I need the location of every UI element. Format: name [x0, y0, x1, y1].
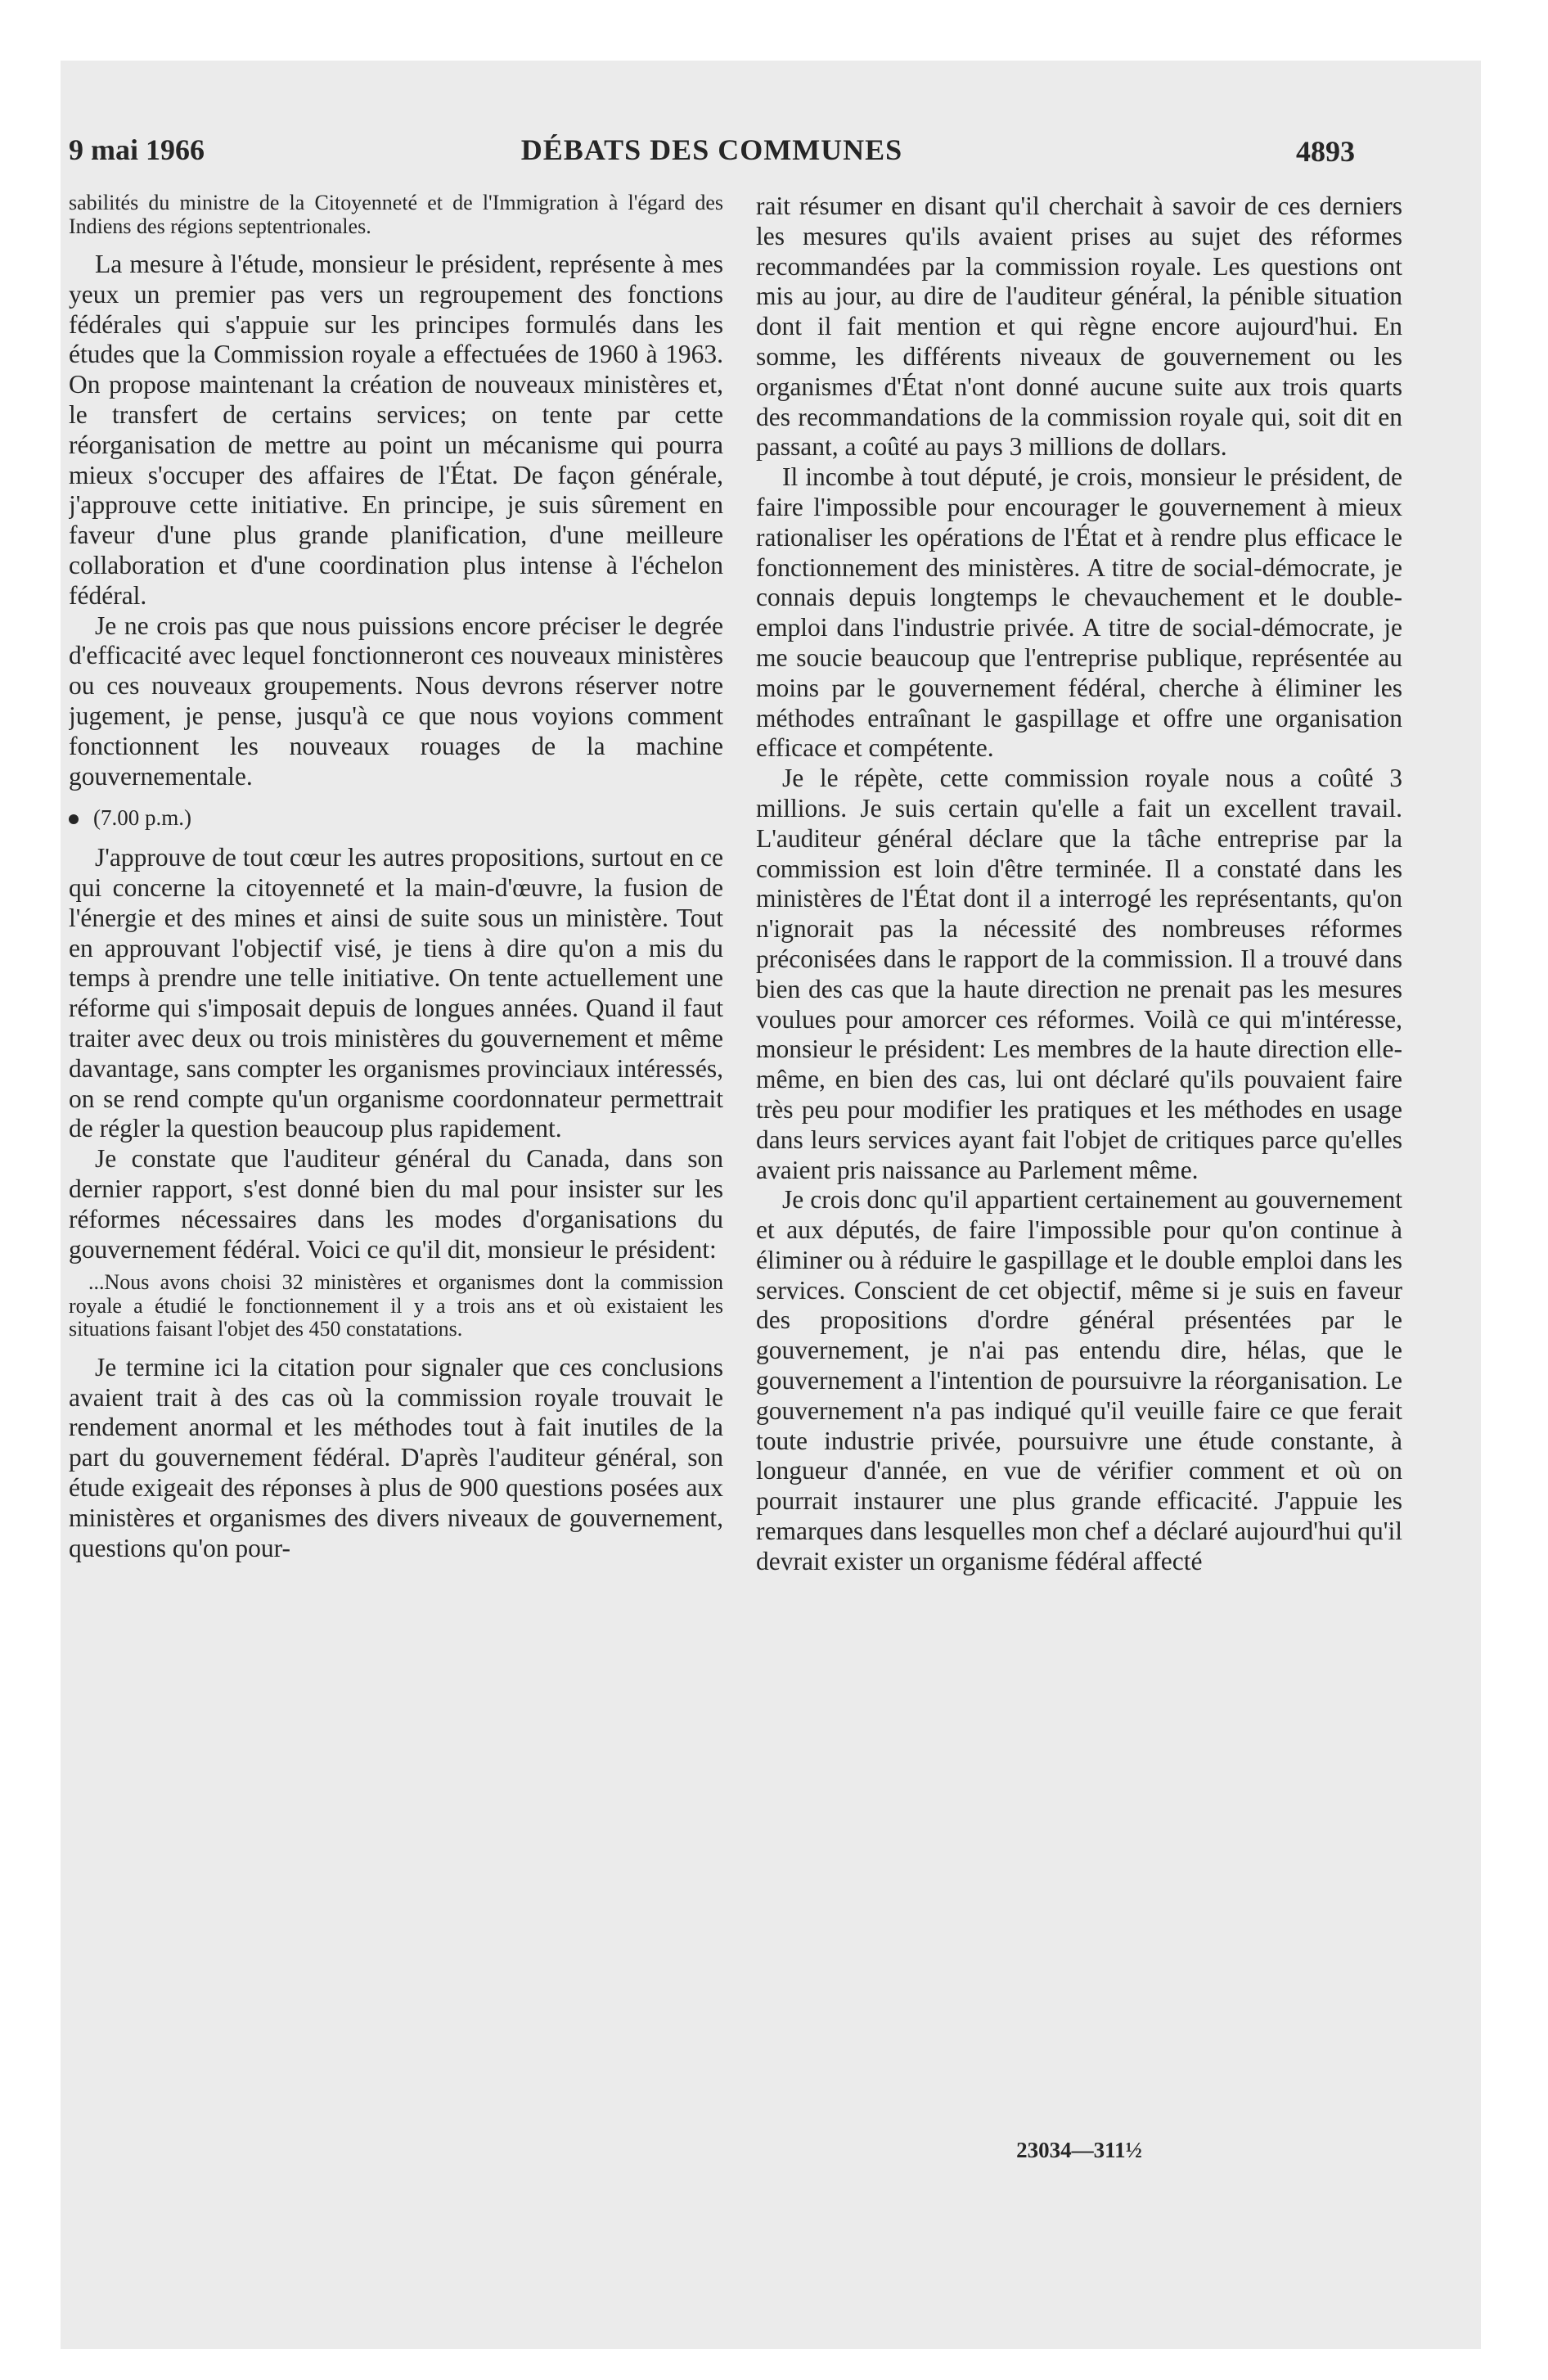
paragraph: Je le répète, cette commission royale nous a coûté 3 millions. Je suis certain qu'elle a fait un excellent travail. L'auditeur général déclare que la tâche entreprise par la commission est loin d'être terminée. Il a constaté dans les ministères de l'État dont il a interrogé les représentants, qu'on n'ignorait pas la nécessité des nombreuses réformes préconisées dans le rapport de la commission. Il a trouvé dans bien des cas que la haute direction ne prenait pas les mesures voulues pour amorcer ces réformes. Voilà ce qui m'intéresse, monsieur le président: Les membres de la haute direction elle-même, en bien des cas, lui ont déclaré qu'ils pouvaient faire très peu pour modifier les pratiques et les méthodes en usage dans leurs services ayant fait l'objet de critiques parce qu'elles avaient pris naissance au Parlement même. — [756, 764, 1402, 1184]
header-title: DÉBATS DES COMMUNES — [520, 133, 903, 166]
page-footer-code: 23034—311½ — [1016, 2138, 1142, 2162]
block-quote: ...Nous avons choisi 32 ministères et organismes dont la commission royale a étudié le fonctionnement il y a trois ans et où existaient les situations faisant l'objet des 450 constatations. — [69, 1270, 723, 1341]
paragraph: Je constate que l'auditeur général du Canada, dans son dernier rapport, s'est donné bien du mal pour insister sur les réformes nécessaires dans les modes d'organisations du gouvernement fédéral. Voici ce qu'il dit, monsieur le président: — [69, 1144, 723, 1264]
paragraph: sabilités du ministre de la Citoyenneté et de l'Immigration à l'égard des Indiens des régions septentrionales. — [69, 192, 723, 238]
timestamp: (7.00 p.m.) — [93, 805, 191, 831]
paragraph: rait résumer en disant qu'il cherchait à savoir de ces derniers les mesures qu'ils avaient prises au sujet des réformes recommandées par la commission royale. Les questions ont mis au jour, au dire de l'auditeur général, la pénible situation dont il fait mention et qui règne encore aujourd'hui. En somme, les différents niveaux de gouvernement ou les organismes d'État n'ont donné aucune suite aux trois quarts des recommandations de la commission royale qui, soit dit en passant, a coûté au pays 3 millions de dollars. — [756, 192, 1402, 462]
paragraph: Je ne crois pas que nous puissions encore préciser le degrée d'efficacité avec lequel fonctionneront ces nouveaux ministères ou ces nouveaux groupements. Nous devrons réserver notre jugement, je pense, jusqu'à ce que nous voyions comment fonctionnent les nouveaux rouages de la machine gouvernementale. — [69, 611, 723, 791]
right-column — [756, 192, 1402, 2098]
header-page-number: 4893 — [1296, 135, 1355, 168]
paragraph: Je termine ici la citation pour signaler que ces conclusions avaient trait à des cas où la commission royale trouvait le rendement anormal et les méthodes tout à fait inutiles de la part du gouvernement fédéral. D'après l'auditeur général, son étude exigeait des réponses à plus de 900 questions posées aux ministères et organismes des divers niveaux de gouvernement, questions qu'on pour- — [69, 1352, 723, 1562]
paragraph: J'approuve de tout cœur les autres propositions, surtout en ce qui concerne la citoyenneté et la main-d'œuvre, la fusion de l'énergie et des mines et ainsi de suite sous un ministère. Tout en approuvant l'objectif visé, je tiens à dire qu'on a mis du temps à prendre une telle initiative. On tente actuellement une réforme qui s'imposait depuis de longues années. Quand il faut traiter avec deux ou trois ministères du gouvernement et même davantage, sans compter les organismes provinciaux intéressés, on se rend compte qu'un organisme coordonnateur permettrait de régler la question beaucoup plus rapidement. — [69, 843, 723, 1143]
paragraph: Je crois donc qu'il appartient certainement au gouvernement et aux députés, de faire l'impossible pour qu'on continue à éliminer ou à réduire le gaspillage et le double emploi dans les services. Conscient de cet objectif, même si je suis en faveur des propositions d'ordre général présentées par le gouvernement, je n'ai pas entendu dire, hélas, que le gouvernement a l'intention de poursuivre la réorganisation. Le gouvernement n'a pas indiqué qu'il veuille faire ce que ferait toute industrie privée, poursuivre une étude constante, à longueur d'année, en vue de vérifier comment et où on pourrait instaurer une plus grande efficacité. J'appuie les remarques dans lesquelles mon chef a déclaré aujourd'hui qu'il devrait exister un organisme fédéral affecté — [756, 1185, 1402, 1575]
paragraph: Il incombe à tout député, je crois, monsieur le président, de faire l'impossible pour encourager le gouvernement à mieux rationaliser les opérations de l'État et à rendre plus efficace le fonctionnement des ministères. A titre de social-démocrate, je connais depuis longtemps le chevauchement et le double-emploi dans l'industrie privée. A titre de social-démocrate, je me soucie beaucoup que l'entreprise publique, représentée au moins par le gouvernement fédéral, cherche à éliminer les méthodes entraînant le gaspillage et offre une organisation efficace et compétente. — [756, 462, 1402, 763]
timestamp-line — [69, 803, 723, 833]
page-header — [69, 133, 1355, 175]
header-date: 9 mai 1966 — [69, 133, 205, 166]
paragraph: La mesure à l'étude, monsieur le président, représente à mes yeux un premier pas vers un regroupement des fonctions fédérales qui s'appuie sur les principes formulés dans les études que la Commission royale a effectuées de 1960 à 1963. On propose maintenant la création de nouveaux ministères et, le transfert de certains services; on tente par cette réorganisation de mettre au point un mécanisme qui pourra mieux s'occuper des affaires de l'État. De façon générale, j'approuve cette initiative. En principe, je suis sûrement en faveur d'une plus grande planification, d'une meilleure collaboration et d'une coordination plus intense à l'échelon fédéral. — [69, 250, 723, 610]
left-column — [69, 192, 723, 2098]
bullet-icon — [69, 814, 79, 824]
